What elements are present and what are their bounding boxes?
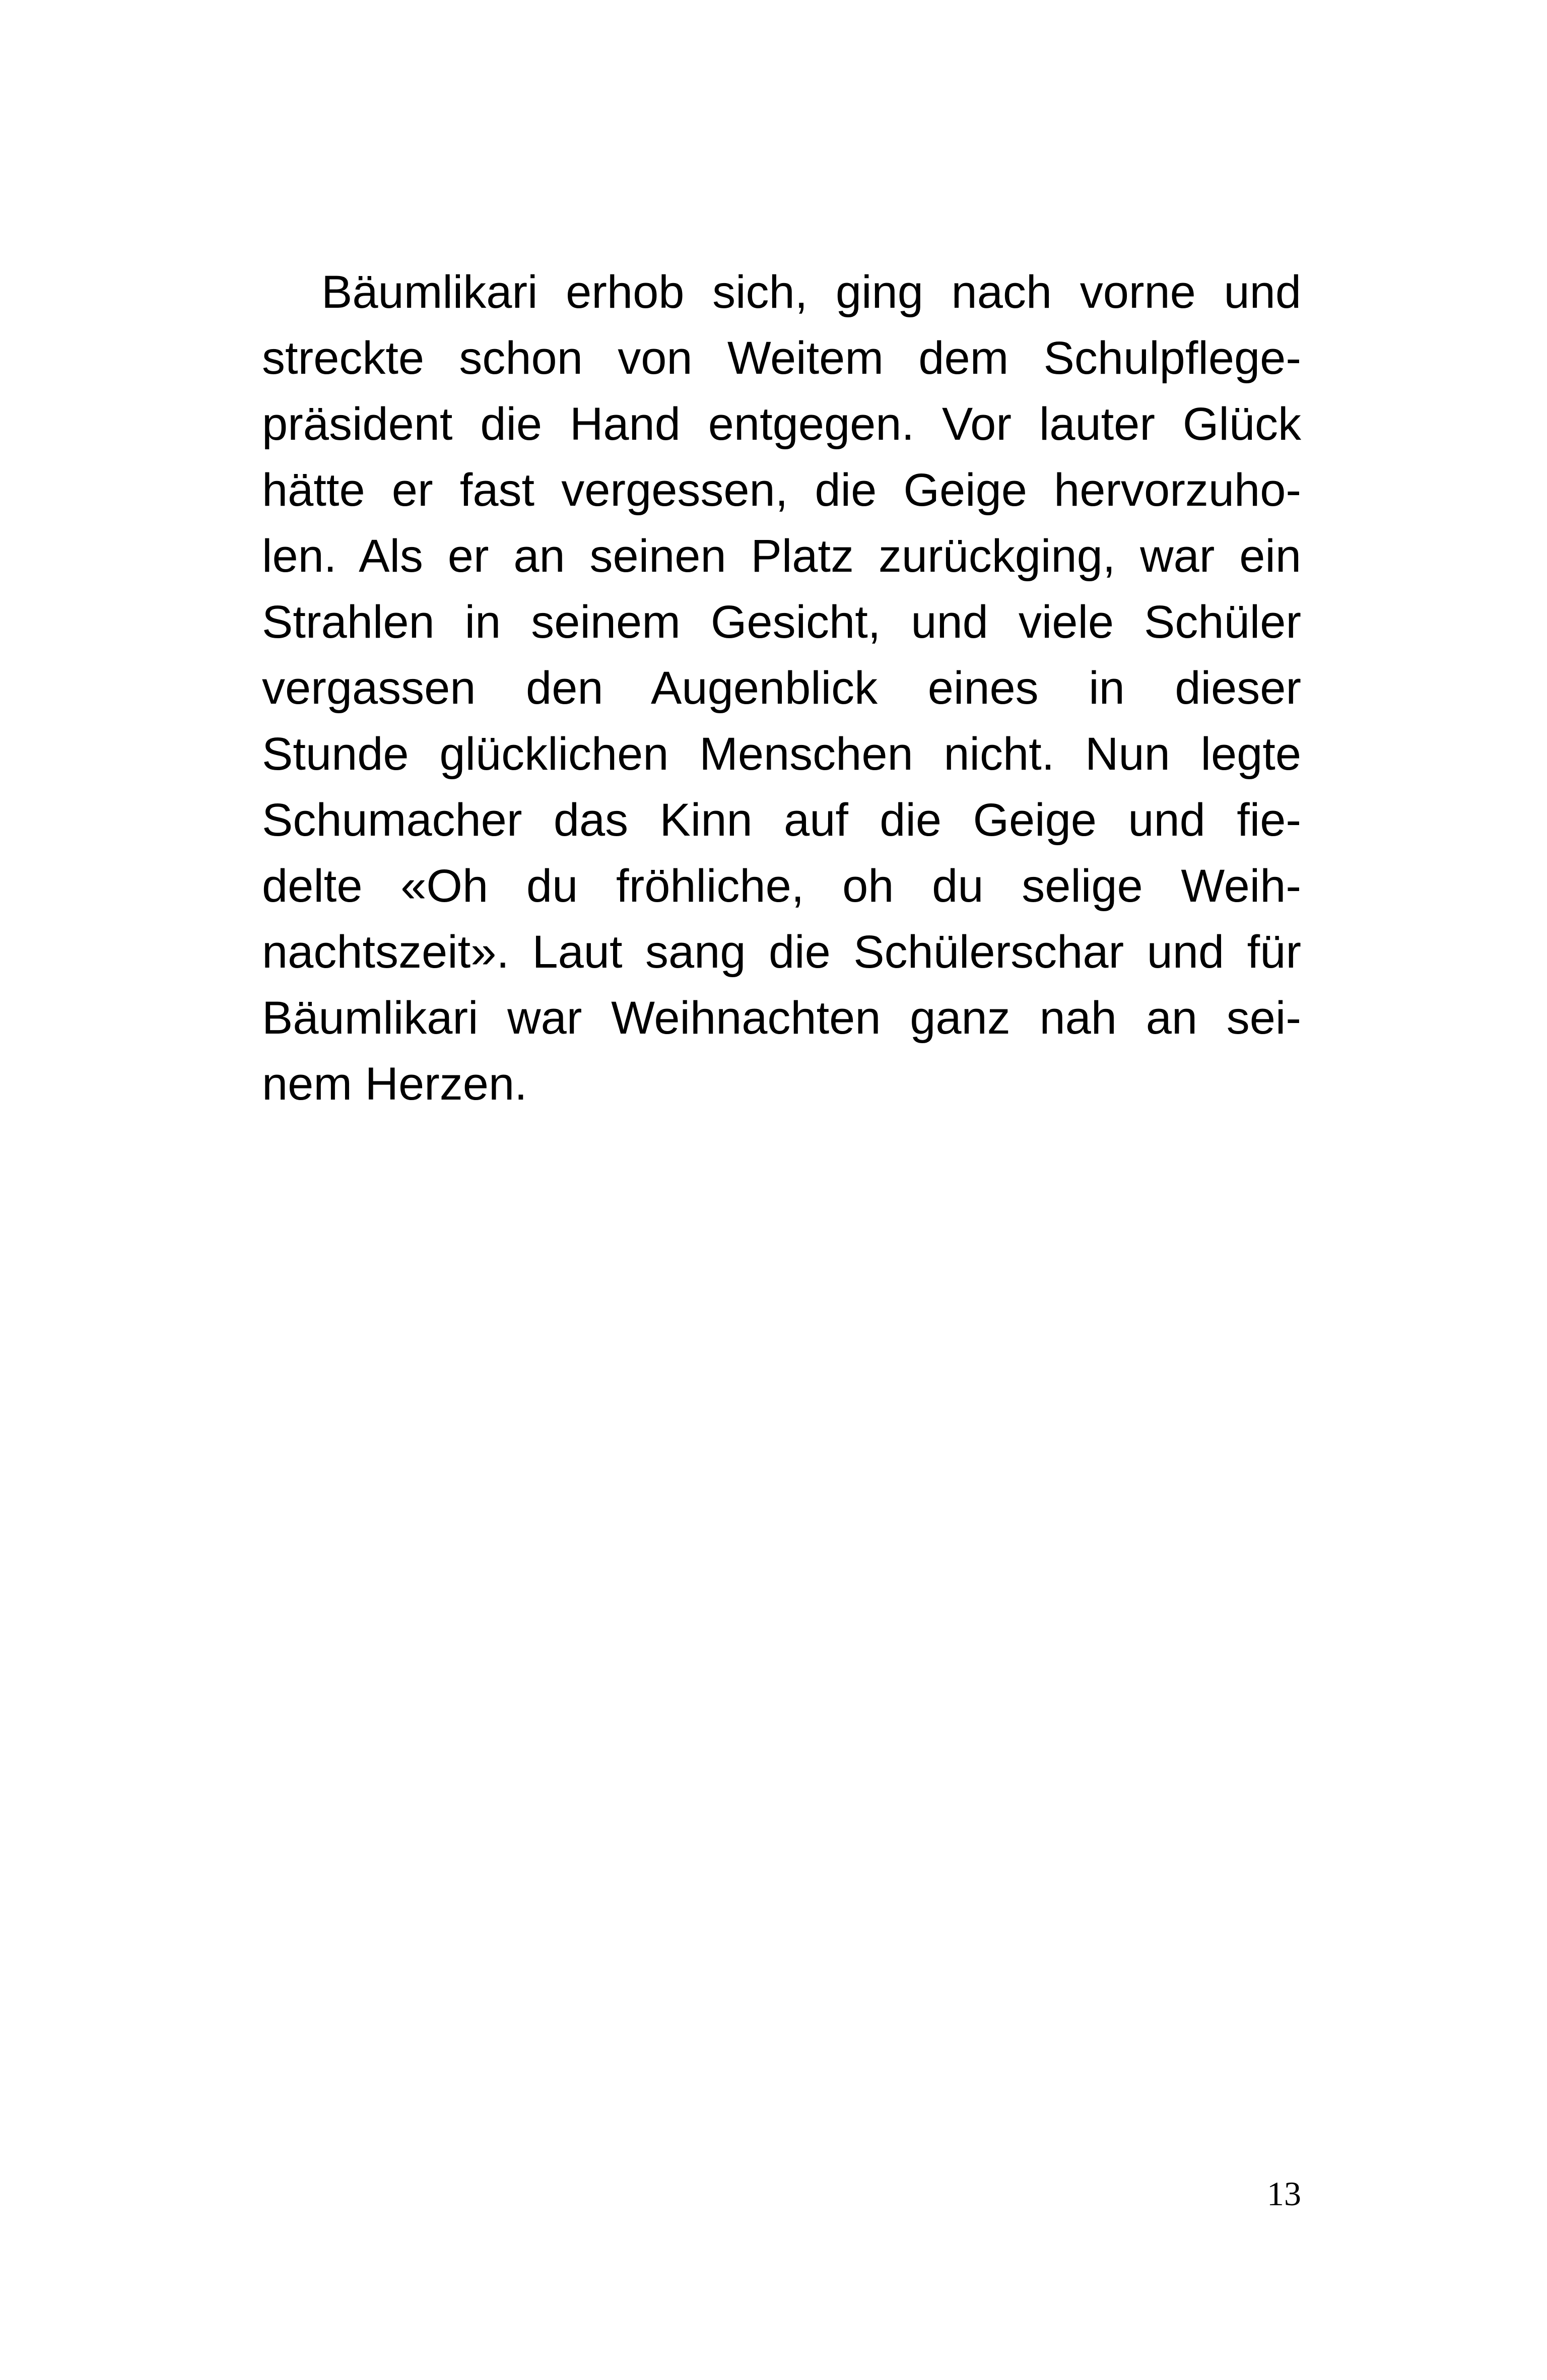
body-paragraph [262,259,1301,1117]
text-line: Stunde glücklichen Menschen nicht. Nun legte [262,728,1301,780]
text-line: nachtszeit». Laut sang die Schülerschar und für [262,926,1301,978]
text-line: Bäumlikari war Weihnachten ganz nah an sei- [262,992,1301,1044]
page-number: 13 [1267,2174,1301,2213]
text-line: Schumacher das Kinn auf die Geige und fie- [262,794,1301,846]
text-line: vergassen den Augenblick eines in dieser [262,662,1301,714]
text-line: Bäumlikari erhob sich, ging nach vorne und [321,266,1301,318]
text-line: len. Als er an seinen Platz zurückging, war ein [262,530,1301,582]
text-line: hätte er fast vergessen, die Geige hervorzuho- [262,464,1301,516]
text-line: präsident die Hand entgegen. Vor lauter Glück [262,398,1301,450]
text-line: nem Herzen. [262,1058,527,1110]
text-line: streckte schon von Weitem dem Schulpflege- [262,332,1301,384]
text-line: delte «Oh du fröhliche, oh du selige Weih- [262,860,1301,912]
text-line: Strahlen in seinem Gesicht, und viele Schüler [262,596,1301,648]
